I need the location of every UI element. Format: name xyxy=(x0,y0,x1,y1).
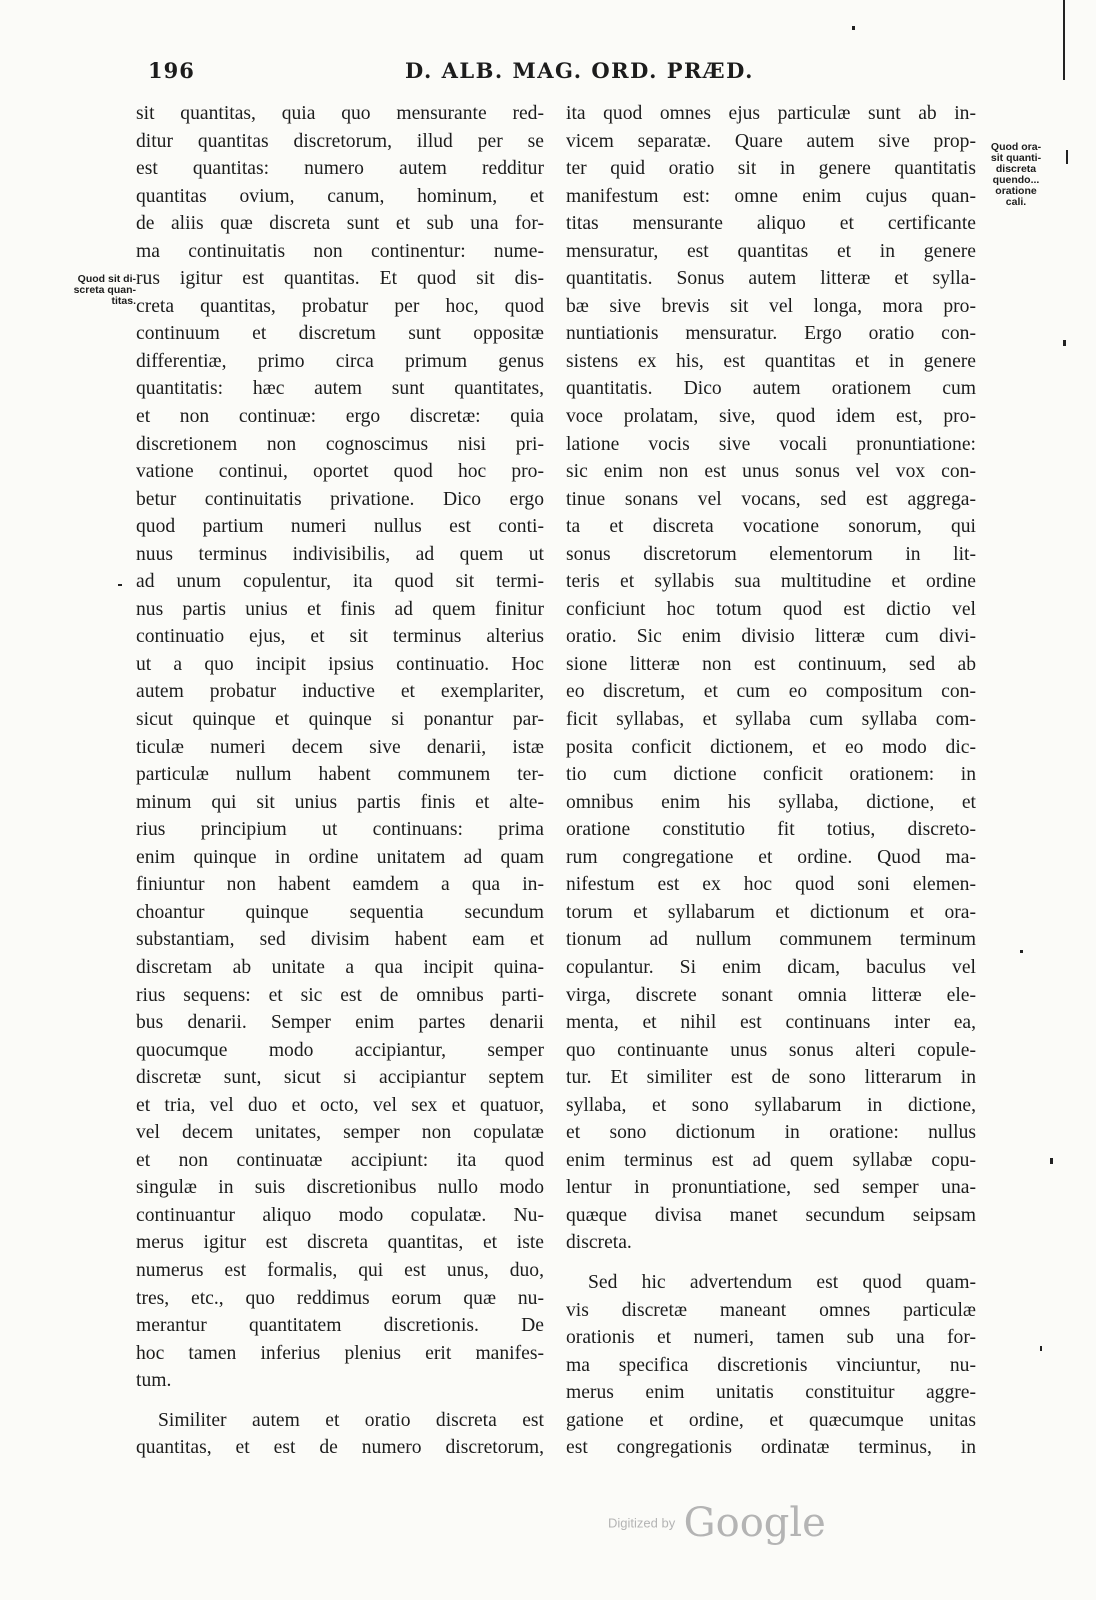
paragraph xyxy=(136,1407,544,1462)
text-line: tur. Et similiter est de sono litterarum in xyxy=(566,1067,976,1089)
text-line: quantitas ovium, canum, hominum, et xyxy=(136,185,544,207)
text-line: virga, discrete sonant omnia litteræ ele- xyxy=(566,984,976,1006)
text-line: nuntiationis mensuratur. Ergo oratio con- xyxy=(566,323,976,345)
text-line: ad unum copulentur, ita quod sit termi- xyxy=(136,571,544,593)
scan-speck xyxy=(1066,150,1068,164)
text-line: est quantitas: numero autem redditur xyxy=(136,158,544,180)
text-line: eo discretum, et cum eo compositum con- xyxy=(566,681,976,703)
text-line: betur continuitatis privatione. Dico ergo xyxy=(136,488,544,510)
text-line: substantiam, sed divisim habent eam et xyxy=(136,929,544,951)
text-line: nus partis unius et finis ad quem finitur xyxy=(136,598,544,620)
text-line: singulæ in suis discretionibus nullo modo xyxy=(136,1177,544,1199)
margin-note-line: oratione xyxy=(995,185,1037,197)
text-line: de aliis quæ discreta sunt et sub una for- xyxy=(136,213,544,235)
text-line: rius principium ut continuans: prima xyxy=(136,819,544,841)
text-line: ma continuitatis non continentur: nume- xyxy=(136,240,544,262)
text-line: choantur quinque sequentia secundum xyxy=(136,901,544,923)
text-line: oratione constitutio fit totius, discreto- xyxy=(566,819,976,841)
text-line: posita conficit dictionem, et eo modo dic- xyxy=(566,736,976,758)
text-line: et non continuatæ accipiunt: ita quod xyxy=(136,1149,544,1171)
watermark-prefix: Digitized by xyxy=(608,1515,676,1531)
text-line: mensuratur, est quantitas et in genere xyxy=(566,240,976,262)
scan-speck xyxy=(1050,1158,1053,1164)
text-line: Sed hic advertendum est quod quam- xyxy=(588,1271,976,1293)
text-line: continuum et discretum sunt oppositæ xyxy=(136,323,544,345)
text-line: vel decem unitates, semper non copulatæ xyxy=(136,1122,544,1144)
text-line: et sono dictionum in oratione: nullus xyxy=(566,1122,976,1144)
running-head: D. ALB. MAG. ORD. PRÆD. xyxy=(405,58,754,83)
paragraph-spacer xyxy=(136,1395,544,1407)
text-line: lentur in pronuntiatione, sed semper una- xyxy=(566,1177,976,1199)
margin-note-right xyxy=(982,142,1050,208)
text-line: sic enim non est unus sonus vel vox con- xyxy=(566,461,976,483)
text-line: hoc tamen inferius plenius erit manifes- xyxy=(136,1342,544,1364)
text-line: particulæ nullum habent communem ter- xyxy=(136,764,544,786)
text-line: autem probatur inductive et exemplariter, xyxy=(136,681,544,703)
text-line: ut a quo incipit ipsius continuatio. Hoc xyxy=(136,653,544,675)
text-line: oratio. Sic enim divisio litteræ cum divi- xyxy=(566,626,976,648)
text-line: quantitatis: hæc autem sunt quantitates, xyxy=(136,378,544,400)
margin-note-line: sit quanti- xyxy=(990,152,1042,164)
text-line: latione vocis sive vocali pronuntiatione: xyxy=(566,433,976,455)
text-line: sit quantitas, quia quo mensurante red- xyxy=(136,103,544,124)
text-line: quantitatis. Dico autem orationem cum xyxy=(566,378,976,400)
text-line: enim quinque in ordine unitatem ad quam xyxy=(136,846,544,868)
text-line: et non continuæ: ergo discretæ: quia xyxy=(136,406,544,428)
text-line: sicut quinque et quinque si ponantur par- xyxy=(136,709,544,731)
text-line: manifestum est: omne enim cujus quan- xyxy=(566,185,976,207)
text-line: sione litteræ non est continuum, sed ab xyxy=(566,653,976,675)
text-line: tres, etc., quo reddimus eorum quæ nu- xyxy=(136,1287,544,1309)
text-line: voce prolatam, sive, quod idem est, pro- xyxy=(566,406,976,428)
margin-note-line: cali. xyxy=(1005,196,1027,208)
text-line: numerus est formalis, qui est unus, duo, xyxy=(136,1259,544,1281)
text-line: orationis et numeri, tamen sub una for- xyxy=(566,1327,976,1349)
text-line: conficiunt hoc totum quod est dictio vel xyxy=(566,598,976,620)
text-line: tio cum dictione conficit orationem: in xyxy=(566,764,976,786)
text-line: merantur quantitatem discretionis. De xyxy=(136,1315,544,1337)
text-line: syllaba, et sono syllabarum in dictione, xyxy=(566,1094,976,1116)
scan-speck xyxy=(1040,1346,1042,1351)
text-line: ter quid oratio sit in genere quantitatis xyxy=(566,158,976,180)
text-line: ficit syllabas, et syllaba cum syllaba com- xyxy=(566,709,976,731)
text-line: ditur quantitas discretorum, illud per se xyxy=(136,130,544,152)
paragraph xyxy=(136,100,544,1395)
margin-note-line: discreta xyxy=(995,163,1037,175)
paragraph-spacer xyxy=(566,1257,976,1269)
paragraph xyxy=(566,1269,976,1462)
text-line: quantitas, et est de numero discretorum, xyxy=(136,1437,544,1459)
margin-note-line: Quod sit di- xyxy=(77,273,136,285)
text-line: ita quod omnes ejus particulæ sunt ab in- xyxy=(566,103,976,124)
text-line: titas mensurante aliquo et certificante xyxy=(566,213,976,235)
text-line: bæ sive brevis sit vel longa, mora pro- xyxy=(566,295,976,317)
scan-speck xyxy=(852,26,855,30)
text-line: ma specifica discretionis vinciuntur, nu- xyxy=(566,1354,976,1376)
scan-speck xyxy=(118,584,122,586)
left-text-column xyxy=(136,100,544,1462)
text-line: quod partium numeri nullus est conti- xyxy=(136,516,544,538)
text-line: gatione et ordine, et quæcumque unitas xyxy=(566,1409,976,1431)
text-line: minum qui sit unius partis finis et alte- xyxy=(136,791,544,813)
text-line: quo continuante unus sonus alteri copule- xyxy=(566,1039,976,1061)
page-number: 196 xyxy=(148,58,195,83)
scan-speck xyxy=(1063,340,1066,346)
text-line: sistens ex his, est quantitas et in genere xyxy=(566,350,976,372)
text-line: quocumque modo accipiantur, semper xyxy=(136,1039,544,1061)
google-logo: Google xyxy=(683,1500,826,1546)
text-line: continuantur aliquo modo copulatæ. Nu- xyxy=(136,1204,544,1226)
text-line: copulantur. Si enim dicam, baculus vel xyxy=(566,956,976,978)
text-line: quæque divisa manet secundum seipsam xyxy=(566,1204,976,1226)
digitized-by-google-watermark xyxy=(608,1500,826,1546)
text-line: ta et discreta vocatione sonorum, qui xyxy=(566,516,976,538)
paragraph xyxy=(566,100,976,1257)
margin-note-line: screta quan- xyxy=(73,284,136,296)
text-line: teris et syllabis sua multitudine et ordine xyxy=(566,571,976,593)
text-line: tum. xyxy=(136,1370,172,1392)
text-line: ticulæ numeri decem sive denarii, istæ xyxy=(136,736,544,758)
text-line: nuus terminus indivisibilis, ad quem ut xyxy=(136,543,544,565)
text-line: merus enim unitatis constituitur aggre- xyxy=(566,1382,976,1404)
scan-edge-line xyxy=(1063,0,1065,80)
margin-note-line: Quod ora- xyxy=(990,141,1042,153)
text-line: rum congregatione et ordine. Quod ma- xyxy=(566,846,976,868)
text-line: nifestum est ex hoc quod soni elemen- xyxy=(566,874,976,896)
text-line: enim terminus est ad quem syllabæ copu- xyxy=(566,1149,976,1171)
text-line: Similiter autem et oratio discreta est xyxy=(158,1409,544,1431)
text-line: discretæ sunt, sicut si accipiantur septem xyxy=(136,1067,544,1089)
text-line: tinue sonans vel vocans, sed est aggrega- xyxy=(566,488,976,510)
text-line: menta, et nihil est continuans inter ea, xyxy=(566,1012,976,1034)
text-line: quantitatis. Sonus autem litteræ et sylla- xyxy=(566,268,976,290)
margin-note-line: titas. xyxy=(111,295,136,307)
text-line: torum et syllabarum et dictionum et ora- xyxy=(566,901,976,923)
right-text-column xyxy=(566,100,976,1462)
text-line: continuatio ejus, et sit terminus alterius xyxy=(136,626,544,648)
text-line: vatione continui, oportet quod hoc pro- xyxy=(136,461,544,483)
text-line: merus igitur est discreta quantitas, et iste xyxy=(136,1232,544,1254)
text-line: rus igitur est quantitas. Et quod sit dis- xyxy=(136,268,544,290)
scan-speck xyxy=(1020,950,1023,953)
text-line: sonus discretorum elementorum in lit- xyxy=(566,543,976,565)
text-line: bus denarii. Semper enim partes denarii xyxy=(136,1012,544,1034)
text-line: discreta. xyxy=(566,1232,632,1254)
text-line: finiuntur non habent eamdem a qua in- xyxy=(136,874,544,896)
text-line: rius sequens: et sic est de omnibus parti- xyxy=(136,984,544,1006)
text-line: discretionem non cognoscimus nisi pri- xyxy=(136,433,544,455)
text-line: et tria, vel duo et octo, vel sex et quatuor, xyxy=(136,1094,544,1116)
text-line: vicem separatæ. Quare autem sive prop- xyxy=(566,130,976,152)
text-line: creta quantitas, probatur per hoc, quod xyxy=(136,295,544,317)
text-line: omnibus enim his syllaba, dictione, et xyxy=(566,791,976,813)
margin-note-left xyxy=(56,274,136,307)
text-line: vis discretæ maneant omnes particulæ xyxy=(566,1299,976,1321)
text-line: tionum ad nullum communem terminum xyxy=(566,929,976,951)
text-line: est congregationis ordinatæ terminus, in xyxy=(566,1437,976,1459)
text-line: differentiæ, primo circa primum genus xyxy=(136,350,544,372)
text-line: discretam ab unitate a qua incipit quina- xyxy=(136,956,544,978)
margin-note-line: quendo... xyxy=(992,174,1040,186)
